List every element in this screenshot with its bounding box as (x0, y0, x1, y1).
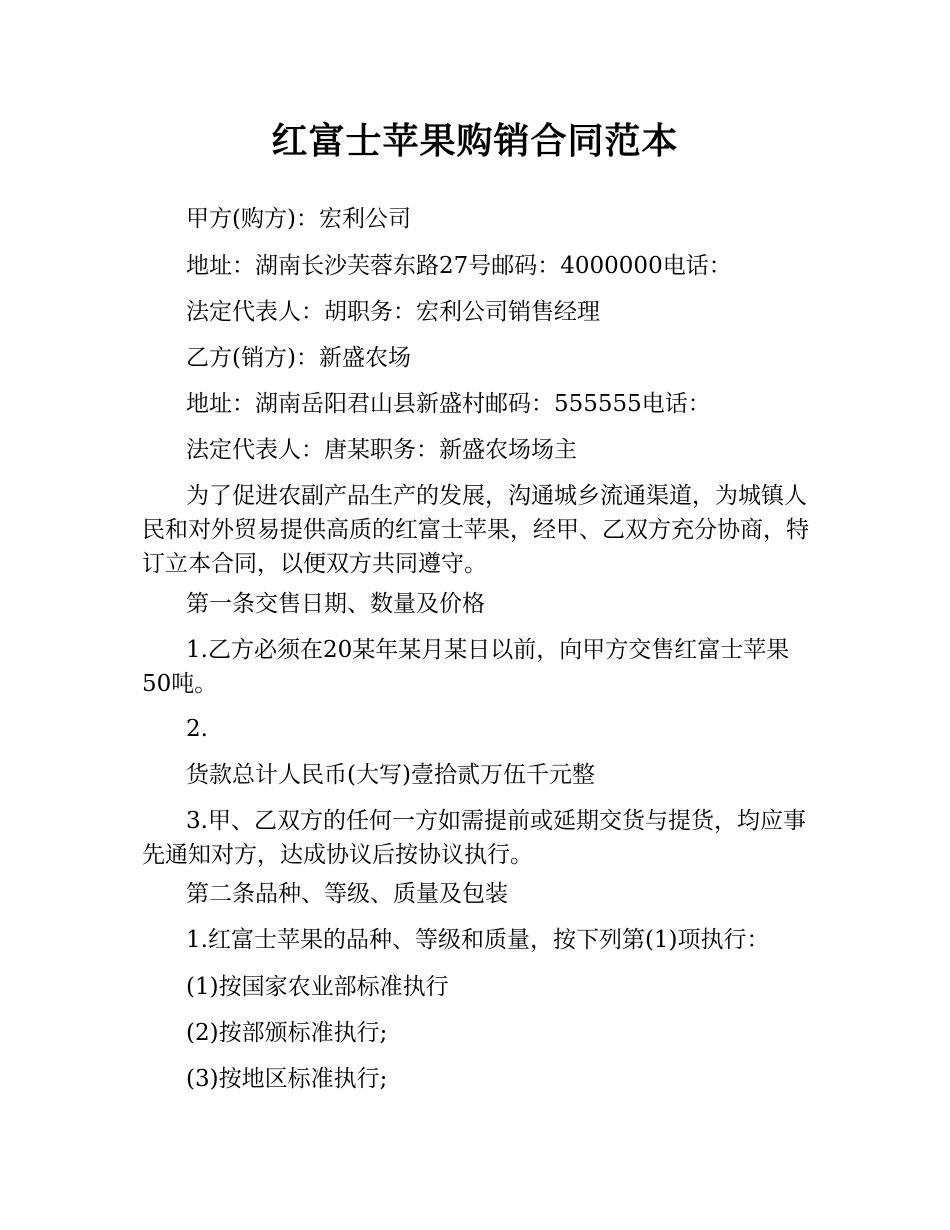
party-b-line: 乙方(销方)：新盛农场 (186, 345, 411, 371)
party-b-address: 地址：湖南岳阳君山县新盛村邮码：555555电话： (186, 391, 711, 417)
payment-total-line: 货款总计人民币(大写)壹拾贰万伍千元整 (186, 762, 595, 788)
preamble-paragraph: 为了促进农副产品生产的发展，沟通城乡流通渠道，为城镇人民和对外贸易提供高质的红富士苹果，经甲、乙双方充分协商，特订立本合同，以便双方共同遵守。 (142, 483, 809, 577)
standard-option-2: (2)按部颁标准执行; (186, 1020, 388, 1046)
party-a-line: 甲方(购方)：宏利公司 (186, 206, 411, 232)
article-one-item-1: 1.乙方必须在20某年某月某日以前，向甲方交售红富士苹果50吨。 (142, 637, 790, 697)
article-one-item-2: 2. (186, 716, 208, 742)
document-title: 红富士苹果购销合同范本 (271, 121, 679, 162)
article-one-heading: 第一条交售日期、数量及价格 (186, 591, 485, 617)
party-a-address: 地址：湖南长沙芙蓉东路27号邮码：4000000电话： (186, 253, 732, 279)
party-a-representative: 法定代表人：胡职务：宏利公司销售经理 (186, 299, 600, 325)
article-two-heading: 第二条品种、等级、质量及包装 (186, 881, 508, 907)
article-one-item-3: 3.甲、乙双方的任何一方如需提前或延期交货与提货，均应事先通知对方，达成协议后按协议执行。 (142, 808, 806, 868)
article-two-item-1: 1.红富士苹果的品种、等级和质量，按下列第(1)项执行： (186, 927, 770, 953)
standard-option-1: (1)按国家农业部标准执行 (186, 974, 449, 1000)
party-b-representative: 法定代表人：唐某职务：新盛农场场主 (186, 437, 577, 463)
standard-option-3: (3)按地区标准执行; (186, 1066, 388, 1092)
